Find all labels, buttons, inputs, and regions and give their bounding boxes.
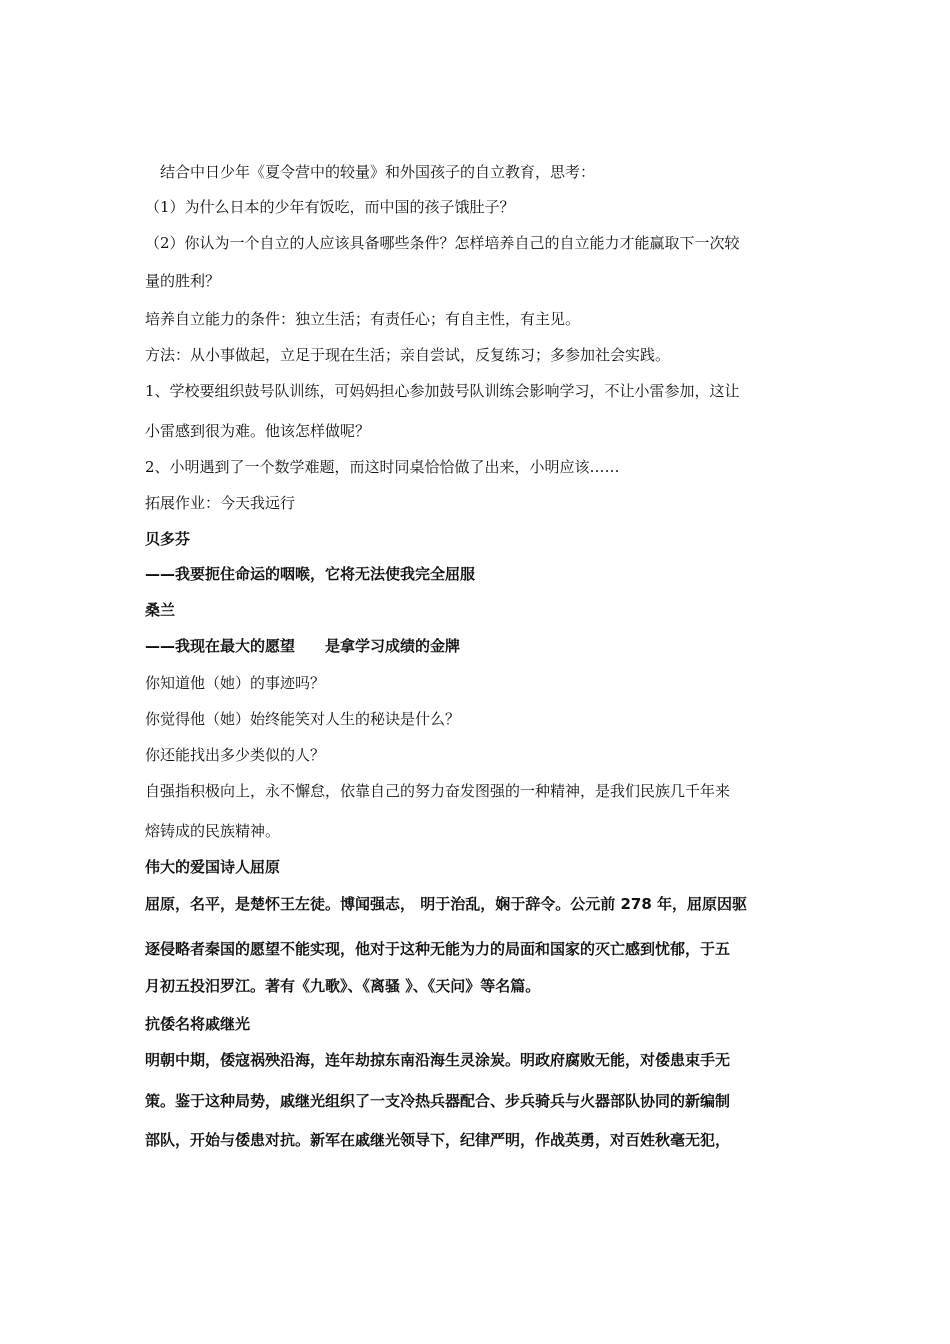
- quyuan-line-2: 逐侵略者秦国的愿望不能实现，他对于这种无能为力的局面和国家的灭亡感到忧郁，于五: [145, 940, 731, 958]
- quote-sanglan-part-2: 是拿学习成绩的金牌: [325, 637, 461, 655]
- question-secret: 你觉得他（她）始终能笑对人生的秘诀是什么？: [145, 710, 461, 728]
- self-strength-line-2: 熔铸成的民族精神。: [145, 822, 281, 840]
- case-1-line-2: 小雷感到很为难。他该怎样做呢？: [145, 422, 371, 440]
- quote-sanglan-part-1: ——我现在最大的愿望: [145, 637, 296, 655]
- quote-beethoven: ——我要扼住命运的咽喉，它将无法使我完全屈服: [145, 565, 476, 583]
- self-strength-line-1: 自强指积极向上，永不懈怠，依靠自己的努力奋发图强的一种精神，是我们民族几千年来: [145, 782, 731, 800]
- homework-line: 拓展作业：今天我远行: [145, 494, 296, 512]
- quote-sanglan: [145, 636, 460, 656]
- case-1-line-1: 1、学校要组织鼓号队训练，可妈妈担心参加鼓号队训练会影响学习，不让小雷参加，这让: [145, 382, 740, 400]
- quyuan-line-1: 屈原，名平，是楚怀王左徒。博闻强志， 明于治乱，娴于辞令。公元前 278 年，屈原因驱: [145, 895, 747, 913]
- question-1: （1）为什么日本的少年有饭吃，而中国的孩子饿肚子？: [145, 198, 515, 216]
- intro-line: 结合中日少年《夏令营中的较量》和外国孩子的自立教育，思考：: [160, 163, 596, 181]
- question-similar: 你还能找出多少类似的人？: [145, 746, 326, 764]
- qijiguang-line-1: 明朝中期，倭寇祸殃沿海，连年劫掠东南沿海生灵涂炭。明政府腐败无能，对倭患束手无: [145, 1051, 731, 1069]
- question-2-line-1: （2）你认为一个自立的人应该具备哪些条件？怎样培养自己的自立能力才能赢取下一次较: [145, 234, 740, 252]
- heading-qijiguang: 抗倭名将戚继光: [145, 1015, 251, 1033]
- question-2-line-2: 量的胜利？: [145, 272, 221, 290]
- qijiguang-line-3: 部队，开始与倭患对抗。新军在戚继光领导下，纪律严明，作战英勇，对百姓秋毫无犯，: [145, 1131, 731, 1149]
- question-deeds: 你知道他（她）的事迹吗？: [145, 674, 326, 692]
- case-2-line: 2、小明遇到了一个数学难题，而这时同桌恰恰做了出来，小明应该……: [145, 458, 620, 476]
- quyuan-line-3: 月初五投汨罗江。著有《九歌》、《离骚 》、《天问》等名篇。: [145, 977, 541, 995]
- heading-beethoven: 贝多芬: [145, 530, 191, 548]
- heading-sanglan: 桑兰: [145, 601, 176, 619]
- qijiguang-line-2: 策。鉴于这种局势，戚继光组织了一支冷热兵器配合、步兵骑兵与火器部队协同的新编制: [145, 1092, 731, 1110]
- conditions-line: 培养自立能力的条件：独立生活；有责任心；有自主性，有主见。: [145, 310, 581, 328]
- methods-line: 方法：从小事做起，立足于现在生活；亲自尝试，反复练习；多参加社会实践。: [145, 346, 671, 364]
- heading-quyuan: 伟大的爱国诗人屈原: [145, 858, 281, 876]
